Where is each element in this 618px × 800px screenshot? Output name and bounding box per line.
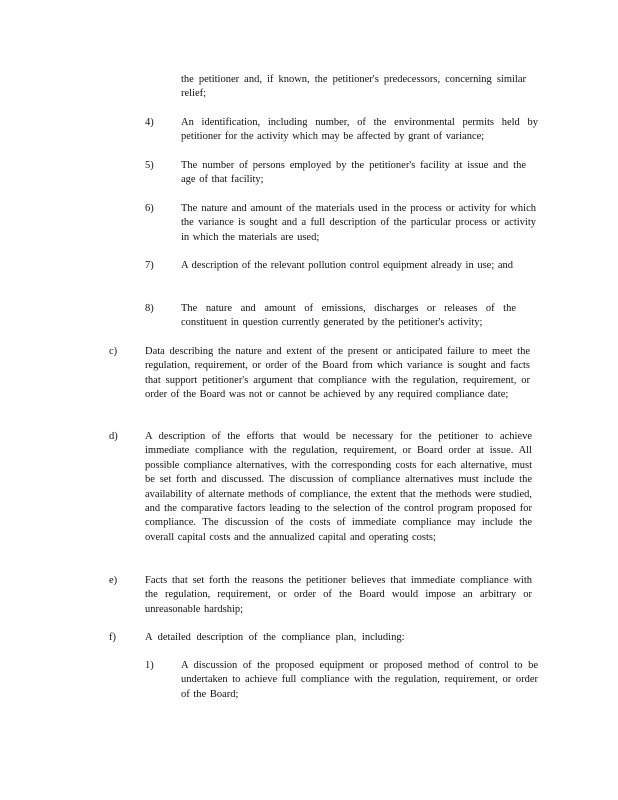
list-marker: 5) <box>145 160 154 171</box>
list-item-text: An identification, including number, of the environmental permits held by petitioner for the activity which may be affected by grant of variance; <box>181 117 538 143</box>
list-marker: 8) <box>145 303 154 314</box>
list-item-text: A discussion of the proposed equipment or proposed method of control to be undertaken to achieve full compliance with the regulation, requirement, or order of the Board; <box>181 660 538 700</box>
list-item-text: A detailed description of the compliance plan, including: <box>145 632 405 643</box>
continuation-text: the petitioner and, if known, the petitioner's predecessors, concerning similar relief; <box>181 74 526 100</box>
list-item-text: A description of the efforts that would be necessary for the petitioner to achieve immediate compliance with the regulation, requirement, or Board order at issue. All possible compliance alternatives, with the corresponding costs for each alternative, must be set forth and discussed. The discussion of compliance alternatives must include the availability of alternate methods of compliance, the extent that the methods were studied, and the comparative factors leading to the selection of the control program proposed for compliance. The discussion of the costs of immediate compliance may include the overall capital costs and the annualized capital and operating costs; <box>145 431 532 543</box>
list-marker: 1) <box>145 660 154 671</box>
list-item-text: The nature and amount of the materials used in the process or activity for which the variance is sought and a full description of the particular process or activity in which the materials are used; <box>181 203 536 243</box>
list-marker: f) <box>109 632 116 643</box>
list-item-text: Facts that set forth the reasons the petitioner believes that immediate compliance with the regulation, requirement, or order of the Board would impose an arbitrary or unreasonable hardship; <box>145 575 532 615</box>
list-marker: 6) <box>145 203 154 214</box>
list-item-text: The number of persons employed by the petitioner's facility at issue and the age of that facility; <box>181 160 526 186</box>
list-marker: d) <box>109 431 118 442</box>
list-marker: e) <box>109 575 118 586</box>
list-marker: c) <box>109 346 118 357</box>
list-marker: 4) <box>145 117 154 128</box>
list-item-text: A description of the relevant pollution control equipment already in use; and <box>181 260 514 271</box>
list-item-text: Data describing the nature and extent of the present or anticipated failure to meet the regulation, requirement, or order of the Board from which variance is sought and facts that support petitioner's argument that compliance with the regulation, requirement, or order of the Board was not or cannot be achieved by any required compliance date; <box>145 346 530 401</box>
list-item-text: The nature and amount of emissions, discharges or releases of the constituent in question currently generated by the petitioner's activity; <box>181 303 516 329</box>
list-marker: 7) <box>145 260 154 271</box>
